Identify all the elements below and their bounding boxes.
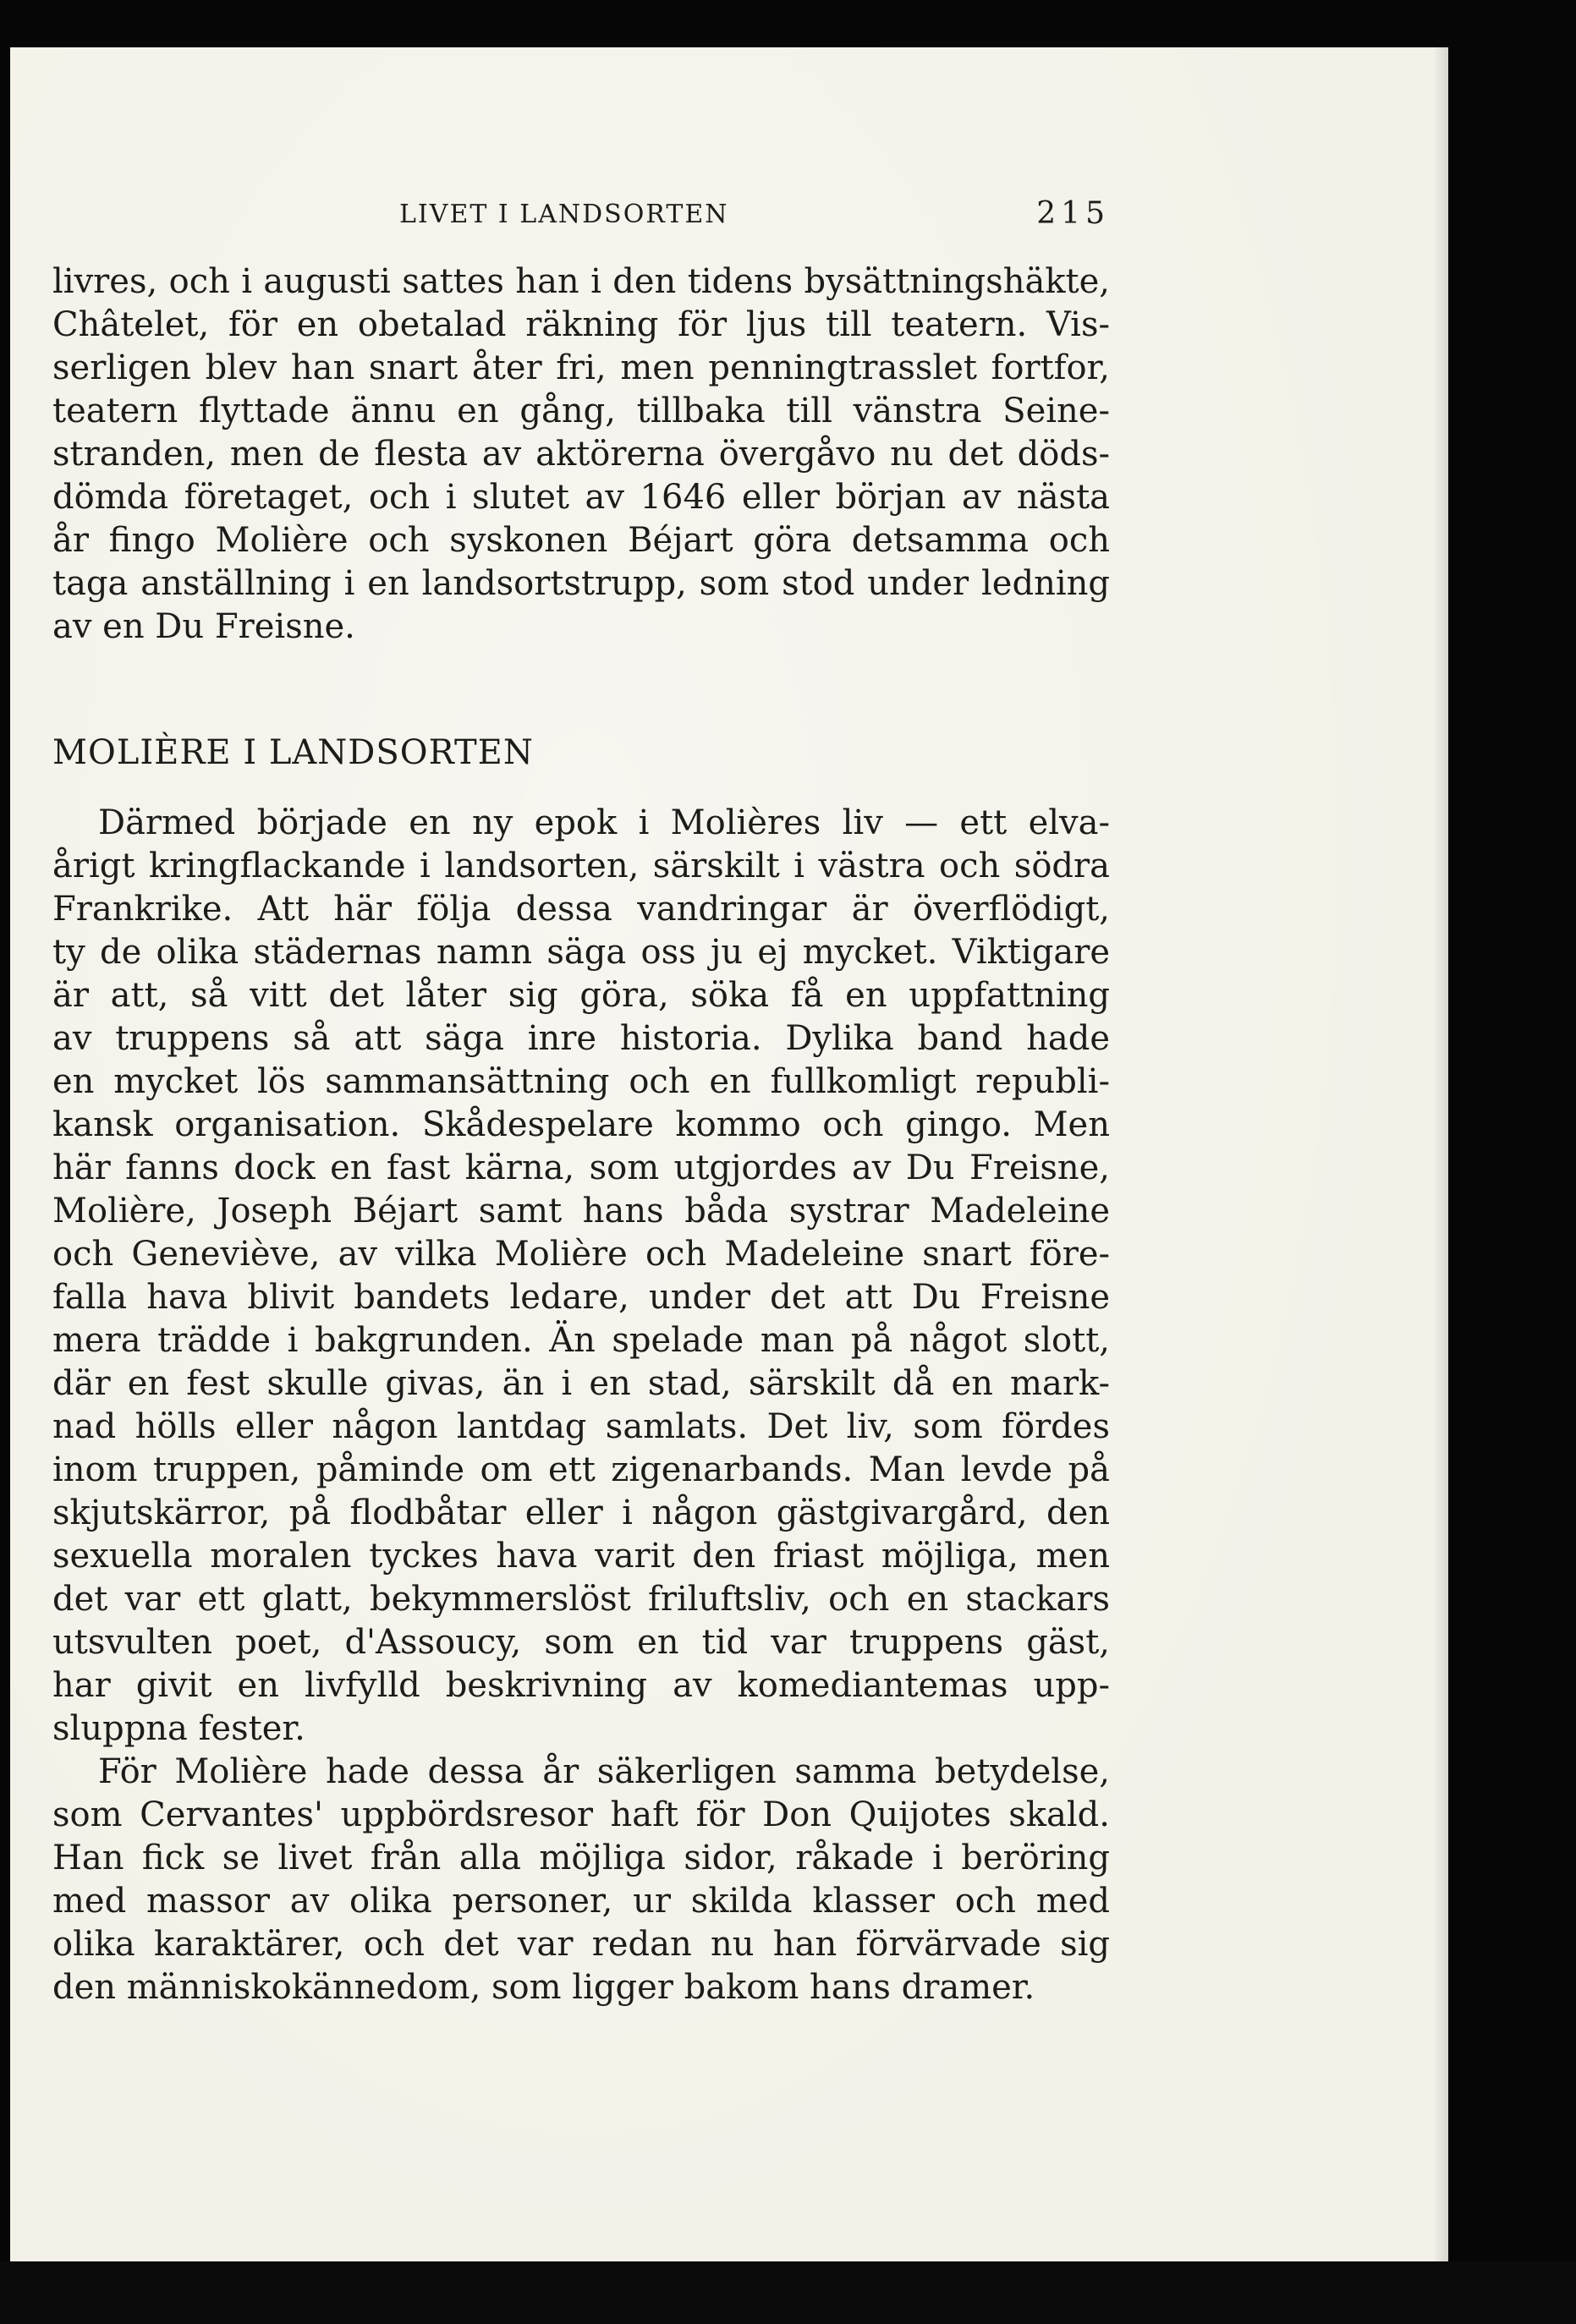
text-line: Frankrike. Att här följa dessa vandringar är överflödigt, [52, 890, 1110, 929]
running-head [52, 149, 1110, 231]
page-content [52, 149, 1110, 2009]
text-line: kansk organisation. Skådespelare kommo och gingo. Men [52, 1105, 1110, 1144]
text-line: olika karaktärer, och det var redan nu han förvärvade sig [52, 1925, 1110, 1964]
text-line: Châtelet, för en obetalad räkning för ljus till teatern. Vis- [52, 305, 1110, 344]
text-line: stranden, men de flesta av aktörerna övergåvo nu det döds- [52, 435, 1110, 474]
text-line: falla hava blivit bandets ledare, under det att Du Freisne [52, 1278, 1110, 1317]
text-line: här fanns dock en fast kärna, som utgjordes av Du Freisne, [52, 1148, 1110, 1187]
text-line: årigt kringflackande i landsorten, särskilt i västra och södra [52, 847, 1110, 885]
text-line: livres, och i augusti sattes han i den tidens bysättningshäkte, [52, 262, 1110, 301]
book-page [10, 47, 1448, 2324]
text-line: serligen blev han snart åter fri, men penningtrasslet fortfor, [52, 348, 1110, 387]
text-line: ty de olika städernas namn säga oss ju ej mycket. Viktigare [52, 933, 1110, 972]
text-line: Molière, Joseph Béjart samt hans båda systrar Madeleine [52, 1192, 1110, 1231]
text-line: sluppna fester. [52, 1709, 305, 1748]
paragraph-3 [52, 1751, 1110, 2009]
text-line: och Geneviève, av vilka Molière och Madeleine snart före- [52, 1235, 1110, 1274]
text-line: sexuella moralen tyckes hava varit den friast möjliga, men [52, 1537, 1110, 1576]
section-heading: MOLIÈRE I LANDSORTEN [52, 733, 534, 772]
text-line: taga anställning i en landsortstrupp, som stod under ledning [52, 564, 1110, 603]
text-line: dömda företaget, och i slutet av 1646 eller början av nästa [52, 478, 1110, 517]
text-line: är att, så vitt det låter sig göra, söka få en uppfattning [52, 976, 1110, 1015]
text-line: av en Du Freisne. [52, 607, 355, 646]
text-line: nad hölls eller någon lantdag samlats. Det liv, som fördes [52, 1407, 1110, 1446]
text-line: Han fick se livet från alla möjliga sidor, råkade i beröring [52, 1839, 1110, 1877]
paragraph-1 [52, 260, 1110, 649]
text-line: Därmed började en ny epok i Molières liv — ett elva- [98, 803, 1110, 842]
text-line: där en fest skulle givas, än i en stad, särskilt då en mark- [52, 1364, 1110, 1403]
text-line: teatern flyttade ännu en gång, tillbaka till vänstra Seine- [52, 392, 1110, 430]
text-line: år fingo Molière och syskonen Béjart göra detsamma och [52, 521, 1110, 560]
text-line: inom truppen, påminde om ett zigenarbands. Man levde på [52, 1450, 1110, 1489]
text-line: en mycket lös sammansättning och en fullkomligt republi- [52, 1062, 1110, 1101]
text-line: har givit en livfylld beskrivning av komediantemas upp- [52, 1666, 1110, 1705]
text-line: För Molière hade dessa år säkerligen samma betydelse, [98, 1752, 1110, 1791]
running-title: LIVET I LANDSORTEN [399, 200, 729, 229]
text-line: mera trädde i bakgrunden. Än spelade man på något slott, [52, 1321, 1110, 1360]
text-line: med massor av olika personer, ur skilda klasser och med [52, 1882, 1110, 1921]
paragraph-2 [52, 802, 1110, 1751]
text-line: skjutskärror, på flodbåtar eller i någon gästgivargård, den [52, 1494, 1110, 1532]
text-line: det var ett glatt, bekymmerslöst friluftsliv, och en stackars [52, 1580, 1110, 1619]
page-number: 215 [1036, 196, 1110, 231]
text-line: den människokännedom, som ligger bakom hans dramer. [52, 1968, 1035, 2007]
text-line: som Cervantes' uppbördsresor haft för Don Quijotes skald. [52, 1795, 1110, 1834]
text-line: av truppens så att säga inre historia. Dylika band hade [52, 1019, 1110, 1058]
text-line: utsvulten poet, d'Assoucy, som en tid var truppens gäst, [52, 1623, 1110, 1662]
scan-border [0, 2261, 1576, 2324]
